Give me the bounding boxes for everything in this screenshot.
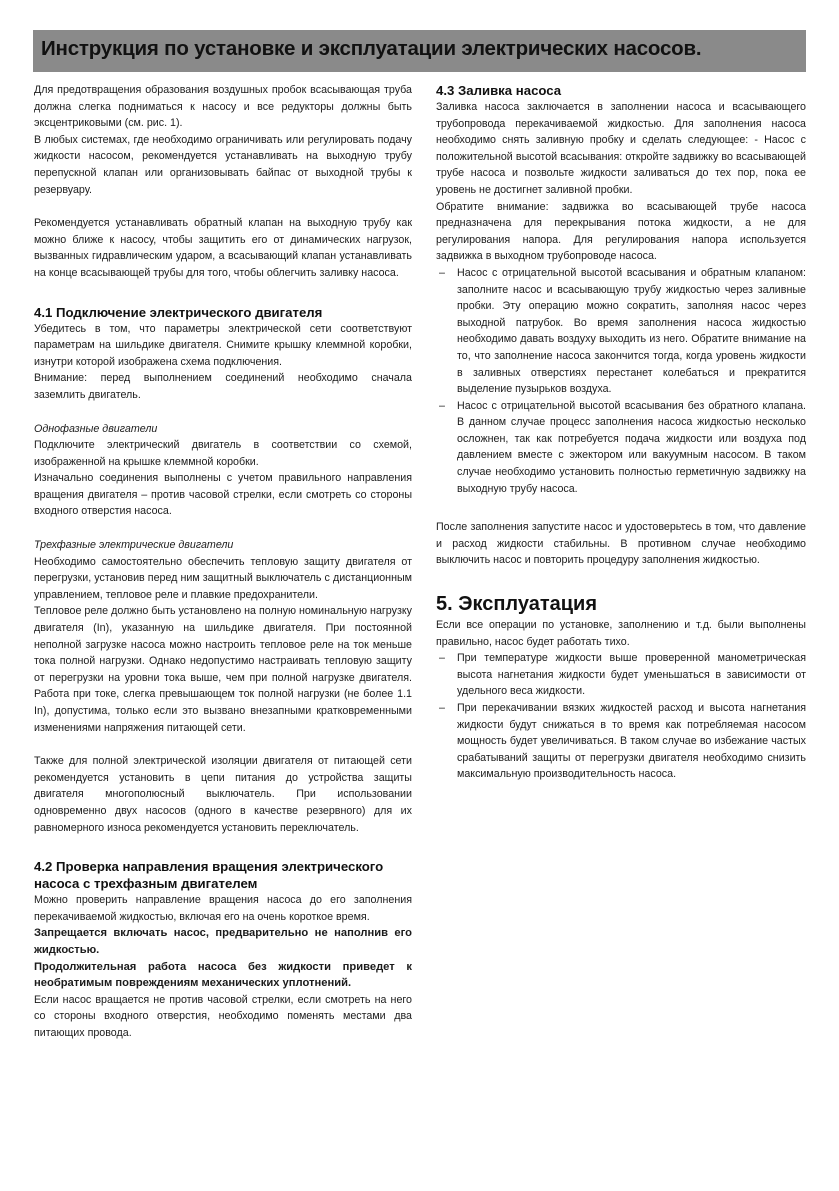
section-5-paragraph-1: Если все операции по установке, заполнению и т.д. были выполнены правильно, насос будет работать тихо. <box>436 619 806 648</box>
section-4-2-warning-2: Продолжительная работа насоса без жидкости приведет к необратимым повреждениям механических уплотнений. <box>34 960 412 990</box>
intro-paragraph-2: В любых системах, где необходимо ограничивать или регулировать подачу жидкости насосом, рекомендуется устанавливать на выходную трубу перепускной клапан или организовывать байпас от выходной трубы к резервуару. <box>34 133 412 196</box>
section-4-3-heading: 4.3 Заливка насоса <box>436 83 562 98</box>
section-5-heading: 5. Эксплуатация <box>436 593 598 616</box>
three-phase-paragraph-3: Также для полной электрической изоляции двигателя от питающей сети рекомендуется установить в цепи питания до устройства защиты двигателя многополюсный выключатель. При использовании одновременно двух насосов (одного в качестве резервного) для их равномерного износа рекомендуется установить переключатель. <box>34 755 412 834</box>
section-4-3-paragraph-1: Заливка насоса заключается в заполнении насоса и всасывающего трубопровода перекачиваемой жидкостью. Для заполнения насоса необходимо снять заливную пробку и сделать следующее: - Насос с положительной высотой всасывания: откройте задвижку во всасывающей трубе насоса и позвольте жидкости заливаться до тех пор, пока ее уровень не достигнет заливной пробки. <box>436 101 806 196</box>
single-phase-subheading: Однофазные двигатели <box>34 422 158 435</box>
section-4-2-paragraph-2: Если насос вращается не против часовой стрелки, если смотреть на него со стороны входного отверстия, необходимо поменять местами два питающих провода. <box>34 993 412 1039</box>
list-item: – При перекачивании вязких жидкостей расход и высота нагнетания жидкости будут снижаться в то время как потребляемая насосом мощность будет увеличиваться. В таком случае во избежание частых срабатываний защиты от перегрузки двигателя необходимо снизить максимальную производительность насоса. <box>436 700 806 783</box>
section-4-1-paragraph-1: Убедитесь в том, что параметры электрической сети соответствуют параметрам на шильдике двигателя. Снимите крышку клеммной коробки, изнутри которой изображена схема подключения. <box>34 322 412 368</box>
three-phase-subheading: Трехфазные электрические двигатели <box>34 539 234 552</box>
single-phase-paragraph-1: Подключите электрический двигатель в соответствии со схемой, изображенной на крышке клеммной коробки. <box>34 439 412 468</box>
list-item: – При температуре жидкости выше проверенной манометрическая высота нагнетания жидкости будет уменьшаться в зависимости от удельного веса жидкости. <box>436 650 806 700</box>
section-4-3-paragraph-2: Обратите внимание: задвижка во всасывающей трубе насоса предназначена для перекрывания потока жидкости, а не для регулирования напора. Для регулирования напора используется задвижка в выходном трубопроводе насоса. <box>436 200 806 263</box>
section-4-3-list <box>436 265 806 497</box>
section-4-2-paragraph-1: Можно проверить направление вращения насоса до его заполнения перекачиваемой жидкостью, включая его на очень короткое время. <box>34 894 412 923</box>
section-4-3-paragraph-3: После заполнения запустите насос и удостоверьтесь в том, что давление и расход жидкости стабильны. В противном случае необходимо выключить насос и повторить процедуру заполнения жидкостью. <box>436 521 806 567</box>
left-column <box>34 82 412 1042</box>
single-phase-paragraph-2: Изначально соединения выполнены с учетом правильного направления вращения двигателя – против часовой стрелки, если смотреть со стороны входного отверстия насоса. <box>34 472 412 518</box>
title-bar <box>33 30 806 72</box>
right-column <box>436 82 806 783</box>
section-4-2-heading: 4.2 Проверка направления вращения электрического насоса с трехфазным двигателем <box>34 859 384 892</box>
section-5-list <box>436 650 806 783</box>
list-item: – Насос с отрицательной высотой всасывания без обратного клапана. В данном случае процесс заполнения насоса жидкостью несколько осложнен, так как потребуется подача жидкости или воздуха под давлением вместе с эжектором или вакуумным насосом. В таком случае необходимо установить полностью герметичную задвижку на выходную трубу насоса. <box>436 398 806 498</box>
page-title: Инструкция по установке и эксплуатации электрических насосов. <box>41 37 702 60</box>
list-item: – Насос с отрицательной высотой всасывания и обратным клапаном: заполните насос и всасывающую трубу жидкостью через заливные пробки. Эту операцию можно сократить, заполняя насос через выходной патрубок. Во время заполнения насоса жидкостью необходимо давать воздуху выходить из него. Обратите внимание на то, что заполнение насоса закончится тогда, когда уровень жидкости в заливных отверстиях перестанет колебаться и прекратится выделение пузырьков воздуха. <box>436 265 806 398</box>
section-4-2-warning-1: Запрещается включать насос, предварительно не наполнив его жидкостью. <box>34 927 412 956</box>
intro-paragraph-3: Рекомендуется устанавливать обратный клапан на выходную трубу как можно ближе к насосу, чтобы защитить его от динамических нагрузок, вызванных гидравлическим ударом, а всасывающий клапан устанавливать на конце всасывающей трубы для того, чтобы облегчить заливку насоса. <box>34 217 412 279</box>
three-phase-paragraph-2: Тепловое реле должно быть установлено на полную номинальную нагрузку двигателя (In), указанную на шильдике двигателя. При постоянной неполной загрузке насоса можно настроить тепловое реле на ток меньше тока полной нагрузки. Однако недопустимо настраивать тепловую защиту от перегрузки на уровни тока выше, чем при полной нагрузке двигателя. Работа при токе, слегка превышающем ток полной нагрузки (не более 1.1 In), допустима, только если это вызвано внезапными кратковременными изменениями напряжения питающей сети. <box>34 605 412 734</box>
three-phase-paragraph-1: Необходимо самостоятельно обеспечить тепловую защиту двигателя от перегрузки, установив перед ним защитный выключатель с дистанционным управлением, тепловое реле и плавкие предохранители. <box>34 555 412 601</box>
intro-paragraph-1: Для предотвращения образования воздушных пробок всасывающая труба должна слегка подниматься к насосу и все редукторы должны быть эксцентриковыми (см. рис. 1). <box>34 84 412 130</box>
section-4-1-paragraph-2: Внимание: перед выполнением соединений необходимо сначала заземлить двигатель. <box>34 372 412 401</box>
section-4-1-heading: 4.1 Подключение электрического двигателя <box>34 304 323 320</box>
